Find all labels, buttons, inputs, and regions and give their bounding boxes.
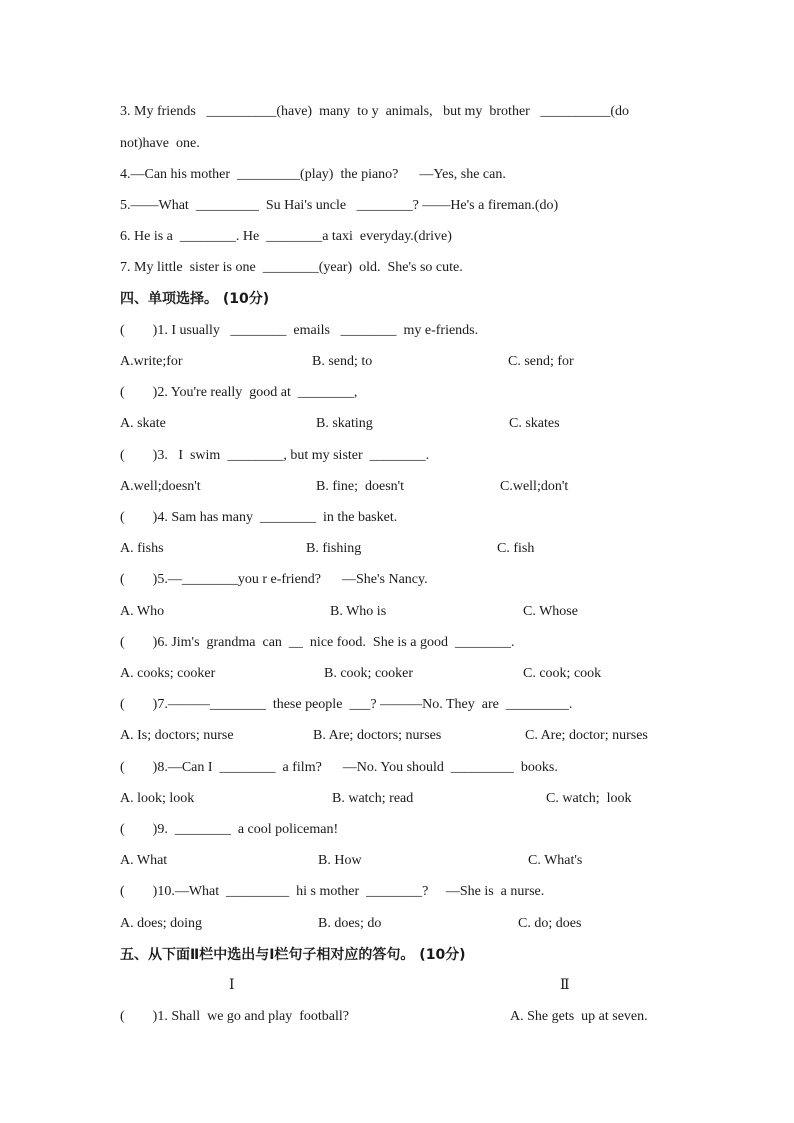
column-header-i: Ⅰ: [229, 978, 235, 993]
option-c: C. Are; doctor; nurses: [525, 728, 648, 743]
question: ( )10.—What _________ hi s mother ________? —She is a nurse.: [120, 884, 545, 899]
question: ( )5.—________you r e-friend? —She's Nancy.: [120, 572, 428, 587]
option-b: B. Are; doctors; nurses: [313, 728, 442, 743]
fill-in-line: 5.——What _________ Su Hai's uncle ________? ——He's a fireman.(do): [120, 198, 559, 213]
question: ( )9. ________ a cool policeman!: [120, 822, 339, 837]
option-c: C. skates: [509, 416, 560, 431]
option-c: C.well;don't: [500, 479, 569, 494]
question: ( )8.—Can I ________ a film? —No. You should _________ books.: [120, 760, 558, 775]
option-a: A. Is; doctors; nurse: [120, 728, 234, 743]
section-title: 五、从下面Ⅱ栏中选出与Ⅰ栏句子相对应的答句。 (10分): [120, 947, 466, 963]
option-a: A.well;doesn't: [120, 479, 201, 494]
column-header-ii: Ⅱ: [560, 978, 570, 993]
question: ( )3. I swim ________, but my sister ________.: [120, 448, 430, 463]
match-answer: A. She gets up at seven.: [510, 1009, 648, 1024]
option-b: B. fishing: [306, 541, 362, 556]
option-a: A. skate: [120, 416, 166, 431]
option-a: A. What: [120, 853, 168, 868]
option-b: B. does; do: [318, 916, 382, 931]
fill-in-line: 7. My little sister is one ________(year) old. She's so cute.: [120, 260, 463, 275]
option-b: B. send; to: [312, 354, 373, 369]
question: ( )7.———________ these people ___? ———No. They are _________.: [120, 697, 573, 712]
option-c: C. watch; look: [546, 791, 632, 806]
fill-in-line: not)have one.: [120, 136, 200, 151]
option-a: A. Who: [120, 604, 165, 619]
question: ( )2. You're really good at ________,: [120, 385, 358, 400]
question: ( )4. Sam has many ________ in the basket.: [120, 510, 398, 525]
option-a: A. cooks; cooker: [120, 666, 216, 681]
option-b: B. How: [318, 853, 362, 868]
fill-in-line: 4.—Can his mother _________(play) the piano? —Yes, she can.: [120, 167, 506, 182]
fill-in-line: 3. My friends __________(have) many to y animals, but my brother __________(do: [120, 104, 629, 119]
option-c: C. What's: [528, 853, 583, 868]
option-b: B. watch; read: [332, 791, 414, 806]
option-a: A. look; look: [120, 791, 195, 806]
section-title: 四、单项选择。 (10分): [120, 291, 270, 307]
option-b: B. fine; doesn't: [316, 479, 405, 494]
option-b: B. skating: [316, 416, 373, 431]
option-a: A. does; doing: [120, 916, 203, 931]
question: ( )1. I usually ________ emails ________ my e-friends.: [120, 323, 479, 338]
option-a: A.write;for: [120, 354, 183, 369]
option-c: C. do; does: [518, 916, 582, 931]
question: ( )6. Jim's grandma can __ nice food. She is a good ________.: [120, 635, 515, 650]
option-b: B. cook; cooker: [324, 666, 414, 681]
match-question: ( )1. Shall we go and play football?: [120, 1009, 350, 1024]
option-b: B. Who is: [330, 604, 387, 619]
option-c: C. Whose: [523, 604, 578, 619]
fill-in-line: 6. He is a ________. He ________a taxi everyday.(drive): [120, 229, 452, 244]
option-c: C. cook; cook: [523, 666, 602, 681]
option-c: C. send; for: [508, 354, 574, 369]
option-a: A. fishs: [120, 541, 164, 556]
option-c: C. fish: [497, 541, 535, 556]
